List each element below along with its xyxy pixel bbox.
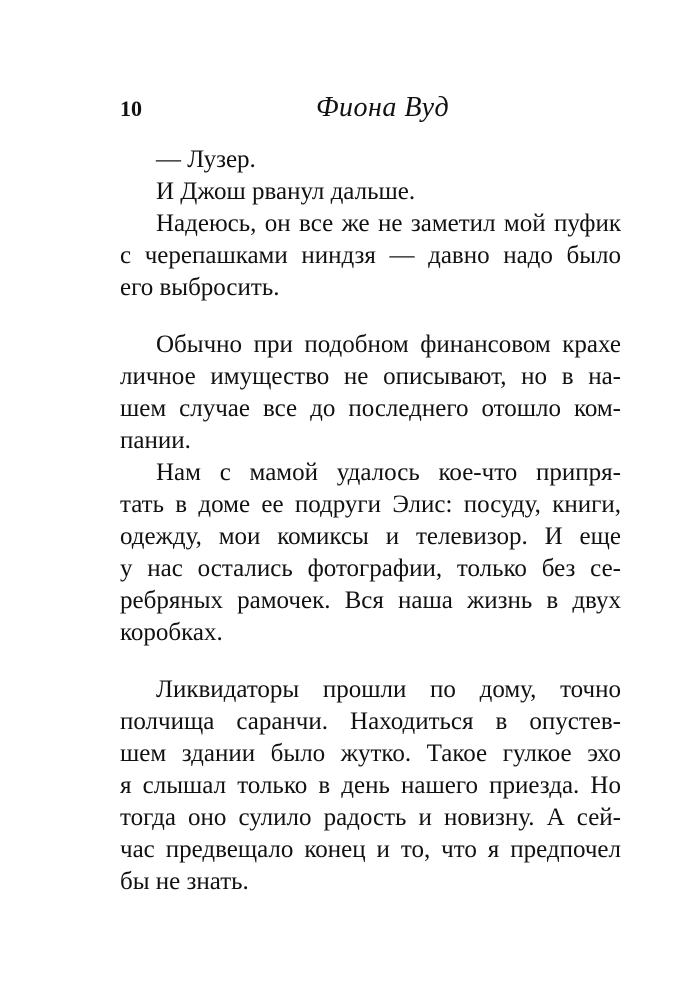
text-line: полчища саранчи. Находиться в опустев- [120,708,621,735]
text-line: шем случае все до последнего отошло ком- [120,395,621,422]
text-line: Обычно при подобном финансовом крахе [156,331,621,358]
body-text [120,144,621,898]
text-line: личное имущество не описывают, но в на- [120,363,621,390]
text-line: у нас остались фотографии, только без се- [120,555,621,582]
text-line: ребряных рамочек. Вся наша жизнь в двух [120,587,621,614]
running-title: Фиона Вуд [316,92,450,123]
text-line: И Джош рванул дальше. [156,178,416,205]
text-line: я слышал только в день нашего приезда. Но [120,772,621,799]
text-line: коробках. [120,619,223,646]
section-break [120,649,621,674]
section-break [120,304,621,329]
text-line: шем здании было жутко. Такое гулкое эхо [120,740,621,767]
text-line: бы не знать. [120,868,249,895]
text-line: — Лузер. [156,146,256,173]
page-number: 10 [120,96,142,121]
text-line: Надеюсь, он все же не заметил мой пуфик [156,210,621,237]
text-line: Нам с мамой удалось кое-что припря- [156,459,621,486]
text-line: одежду, мои комиксы и телевизор. И еще [120,523,621,550]
text-line: тогда оно сулило радость и новизну. А сей- [120,804,621,831]
text-line: его выбросить. [120,274,280,301]
text-line: пании. [120,427,191,454]
page-header [120,88,620,132]
text-line: с черепашками ниндзя — давно надо было [120,242,621,269]
text-line: Ликвидаторы прошли по дому, точно [156,676,621,703]
text-line: час предвещало конец и то, что я предпочел [120,836,621,863]
text-line: тать в доме ее подруги Элис: посуду, книги, [120,491,621,518]
